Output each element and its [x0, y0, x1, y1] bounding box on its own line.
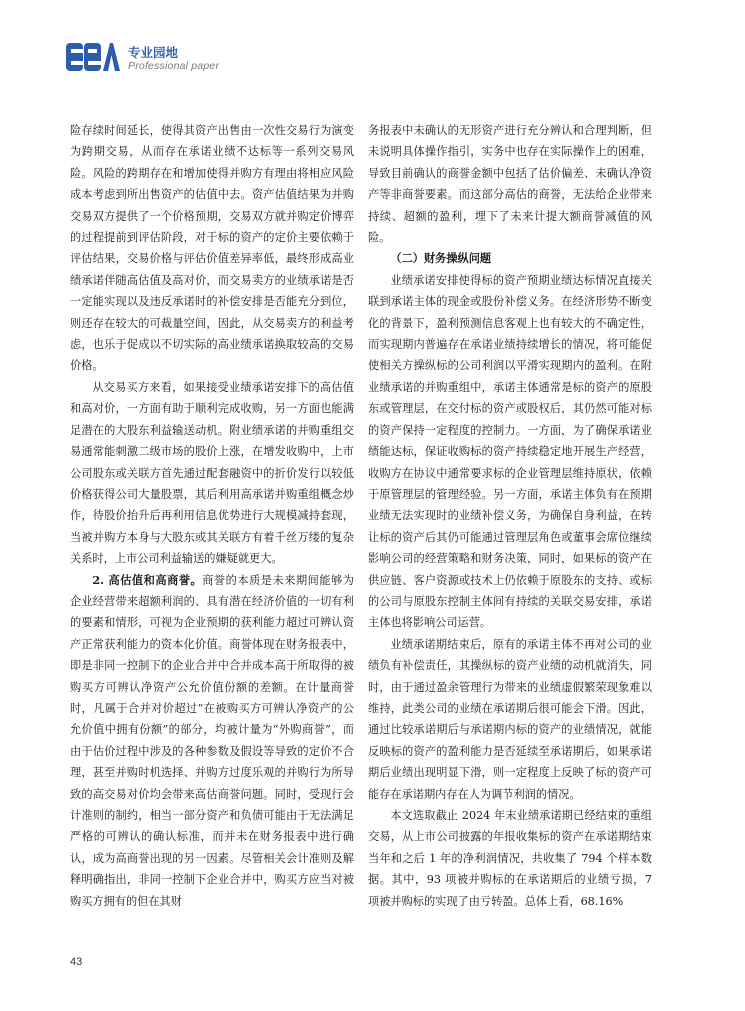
- section-title-cn: 专业园地: [128, 45, 179, 60]
- subheading: 2. 高估值和高商誉。: [92, 572, 203, 587]
- paragraph: 业绩承诺期结束后，原有的承诺主体不再对公司的业绩负有补偿责任，其操纵标的资产业绩的动机就消失，同时，由于通过盈余管理行为带来的业绩虚假繁荣现象难以维持，此类公司的业绩在承诺期后很可能会下滑。因此，通过比较承诺期后与承诺期内标的资产的业绩情况，就能反映标的资产的盈利能力是否延续至承诺期后，如果承诺期后业绩出现明显下滑，则一定程度上反映了标的资产可能存在承诺期内存在人为调节利润的情况。: [368, 637, 652, 801]
- section-title-en: Professional paper: [128, 60, 220, 72]
- right-column: [368, 120, 652, 912]
- page-number: 43: [70, 956, 83, 968]
- section-heading: （二）财务操纵问题: [390, 251, 492, 266]
- paragraph: 务报表中未确认的无形资产进行充分辨认和合理判断，但未说明具体操作指引，实务中也存在实际操作上的困难，导致目前确认的商誉金额中包括了估价偏差、未确认净资产等非商誉要素。而这部分高估的商誉，无法给企业带来持续、超额的盈利，埋下了未来计提大额商誉减值的风险。: [368, 124, 652, 245]
- paragraph-text: 商誉的本质是未来期间能够为企业经营带来超额利润的、具有潜在经济价值的一切有利的要素和情形，可视为企业预期的获利能力超过可辨认资产正常获利能力的资本化价值。商誉体现在财务报表中，即是非同一控制下的企业合并中合并成本高于所取得的被购买方可辨认净资产公允价值份额的差额。在计量商誉时，凡属于合并对价超过“在被购买方可辨认净资产的公允价值中拥有份额”的部分，均被计量为“外购商誉”，而由于估价过程中涉及的各种参数及假设等导致的定价不合理，甚至并购时机选择、并购方过度乐观的并购行为所导致的高交易对价均会带来高估商誉问题。同时，受现行会计准则的制约，相当一部分资产和负债可能由于无法满足严格的可辨认的确认标准，而并未在财务报表中进行确认，成为高商誉出现的另一因素。尽管相关会计准则及解释明确指出，非同一控制下企业合并中，购买方应当对被购买方拥有的但在其财: [70, 573, 354, 908]
- left-column: [70, 120, 354, 912]
- paragraph: [70, 570, 354, 913]
- paragraph: 本文选取截止 2024 年末业绩承诺期已经结束的重组交易，从上市公司披露的年报收集标的资产在承诺期结束当年和之后 1 年的净利润情况，共收集了 794 个样本数据。其中，93 项被并购标的在承诺期后的业绩亏损，7 项被并购标的实现了由亏转盈。总体上看，68.16%: [368, 809, 652, 908]
- paragraph: 险存续时间延长，使得其资产出售由一次性交易行为演变为跨期交易，从而存在承诺业绩不达标等一系列交易风险。风险的跨期存在和增加使得并购方有理由将相应风险成本考虑到所出售资产的估值中去。资产估值结果为并购交易双方提供了一个价格预期，交易双方就并购定价博弈的过程提前到评估阶段，对于标的资产的定价主要依赖于评估结果，交易价格与评估价值差异率低，最终形成高业绩承诺伴随高估值及高对价，而交易卖方的业绩承诺是否一定能实现以及违反承诺时的补偿安排是否能充分到位，则还存在较大的可裁量空间，因此，从交易卖方的利益考虑，也乐于促成以不切实际的高业绩承诺换取较高的交易价格。: [70, 124, 354, 373]
- paragraph: 从交易买方来看，如果接受业绩承诺安排下的高估值和高对价，一方面有助于顺利完成收购，另一方面也能满足潜在的大股东利益输送动机。附业绩承诺的并购重组交易通常能刺激二级市场的股价上涨，在增发收购中，上市公司股东或关联方首先通过配套融资中的折价发行以较低价格获得公司大量股票，其后利用高承诺并购重组概念炒作，待股价抬升后再利用信息优势进行大规模减持套现，当被并购方本身与大股东或其关联方有着千丝万缕的复杂关系时，上市公司利益输送的嫌疑就更大。: [70, 380, 354, 566]
- paragraph: 业绩承诺安排使得标的资产预期业绩达标情况直接关联到承诺主体的现金或股份补偿义务。在经济形势不断变化的背景下，盈利预测信息客观上也有较大的不确定性，而实现期内普遍存在承诺业绩持续增长的情况，将可能促使相关方操纵标的公司利润以平滑实现期内的盈利。在附业绩承诺的并购重组中，承诺主体通常是标的资产的原股东或管理层，在交付标的资产或股权后，其仍然可能对标的资产保持一定程度的控制力。一方面，为了确保承诺业绩能达标，保证收购标的资产持续稳定地开展生产经营，收购方在协议中通常要求标的企业管理层维持原状，依赖于原管理层的管理经验。另一方面，承诺主体负有在预期业绩无法实现时的业绩补偿义务，为确保自身利益，在转让标的资产后其仍可能通过管理层角色或董事会席位继续影响公司的经营策略和财务决策，同时，如果标的资产在供应链、客户资源或技术上仍依赖于原股东的支持、或标的公司与原股东控制主体间有持续的关联交易安排，承诺主体也将影响公司运营。: [368, 273, 652, 630]
- journal-logo-icon: [66, 40, 120, 74]
